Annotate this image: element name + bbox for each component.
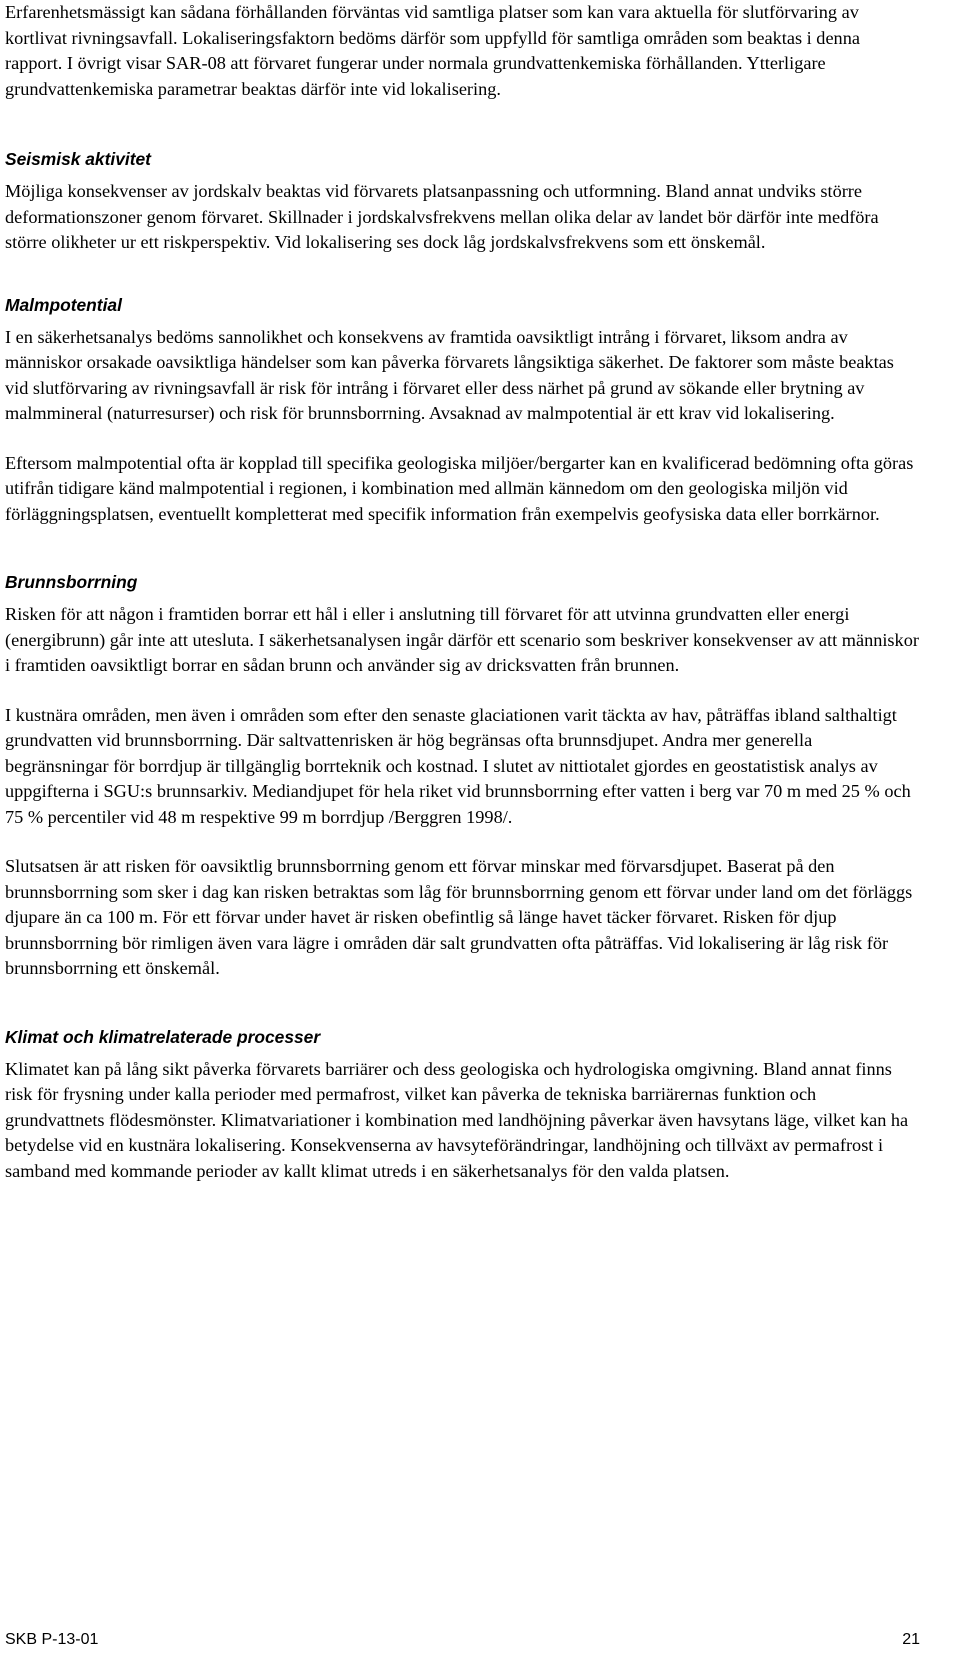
heading-climate: Klimat och klimatrelaterade processer xyxy=(5,1026,321,1047)
page-number: 21 xyxy=(902,1631,920,1648)
report-id: SKB P-13-01 xyxy=(5,1631,99,1648)
ore-paragraph-2: Eftersom malmpotential ofta är kopplad till specifika geologiska miljöer/bergarter kan en kvalificerad bedömning ofta göras utifrån tidigare känd malmpotential i regionen, i kombination med allmän kännedom om den geologiska miljön vid förläggningsplatsen, eventuellt kompletterat med specifik information från exempelvis geofysiska data eller borrkärnor. xyxy=(5,452,914,524)
heading-seismic: Seismisk aktivitet xyxy=(5,149,151,169)
intro-paragraph: Erfarenhetsmässigt kan sådana förhållanden förväntas vid samtliga platser som kan vara aktuella för slutförvaring av kortlivat rivningsavfall. Lokaliseringsfaktorn bedöms därför som uppfylld för samtliga områden som beaktas i denna rapport. I övrigt visar SAR-08 att förvaret fungerar under normala grundvattenkemiska förhållanden. Ytterligare grundvattenkemiska parametrar beaktas därför inte vid lokalisering. xyxy=(5,2,860,99)
page-footer xyxy=(5,1630,920,1650)
wells-paragraph-3: Slutsatsen är att risken för oavsiktlig brunnsborrning genom ett förvar minskar med förvarsdjupet. Baserat på den brunnsborrning som sker i dag kan risken betraktas som låg för brunnsborrning genom ett förvar under land om det förläggs djupare än ca 100 m. För ett förvar under havet är risken obefintlig så länge havet täcker förvaret. Risken för djup brunnsborrning bör rimligen även vara lägre i områden där salt grundvatten ofta påträffas. Vid lokalisering är låg risk för brunnsborrning ett önskemål. xyxy=(5,856,913,978)
heading-well-drilling: Brunnsborrning xyxy=(5,572,138,592)
wells-paragraph-1: Risken för att någon i framtiden borrar ett hål i eller i anslutning till förvaret för att utvinna grundvatten eller energi (energibrunn) går inte att utesluta. I säkerhetsanalysen ingår därför ett scenario som beskriver konsekvenser av att människor i framtiden oavsiktligt borrar en sådan brunn och använder sig av dricksvatten från brunnen. xyxy=(5,604,919,675)
ore-paragraph-1: I en säkerhetsanalys bedöms sannolikhet och konsekvens av framtida oavsiktligt intrång i förvaret, liksom andra av människor orsakade oavsiktliga händelser som kan påverka förvarets långsiktiga säkerhet. De faktorer som måste beaktas vid slutförvaring av rivningsavfall är risk för intrång i förvaret eller dess närhet på grund av sökande eller brytning av malmmineral (naturresurser) och risk för brunnsborrning. Avsaknad av malmpotential är ett krav vid lokalisering. xyxy=(5,326,894,423)
climate-paragraph: Klimatet kan på lång sikt påverka förvarets barriärer och dess geologiska och hydrologiska omgivning. Bland annat finns risk för frysning under kalla perioder med permafrost, vilket kan påverka de tekniska barriärernas funktion och grundvattnets flödesmönster. Klimatvariationer i kombination med landhöjning påverkar även havsytans läge, vilket kan ha betydelse vid en kustnära lokalisering. Konsekvenserna av havsyteförändringar, landhöjning och tillväxt av permafrost i samband med kommande perioder av kallt klimat utreds i en säkerhetsanalys för den valda platsen. xyxy=(5,1058,909,1181)
wells-paragraph-2: I kustnära områden, men även i områden som efter den senaste glaciationen varit täckta av hav, påträffas ibland salthaltigt grundvatten vid brunnsborrning. Där saltvattenrisken är hög begränsas ofta brunnsdjupet. Andra mer generella begränsningar för borrdjup är tillgänglig borrteknik och kostnad. I slutet av nittiotalet gjordes en geostatistisk analys av uppgifterna i SGU:s brunnsarkiv. Mediandjupet för hela riket vid brunnsborrning efter vatten i berg var 70 m med 25 % och 75 % percentiler vid 48 m respektive 99 m borrdjup /Berggren 1998/. xyxy=(5,704,911,827)
heading-ore-potential: Malmpotential xyxy=(5,294,122,315)
seismic-paragraph: Möjliga konsekvenser av jordskalv beaktas vid förvarets platsanpassning och utformning. Bland annat undviks större deformationszoner genom förvaret. Skillnader i jordskalvsfrekvens mellan olika delar av landet bör därför inte medföra större olikheter ur ett riskperspektiv. Vid lokalisering ses dock låg jordskalvsfrekvens som ett önskemål. xyxy=(5,181,879,252)
